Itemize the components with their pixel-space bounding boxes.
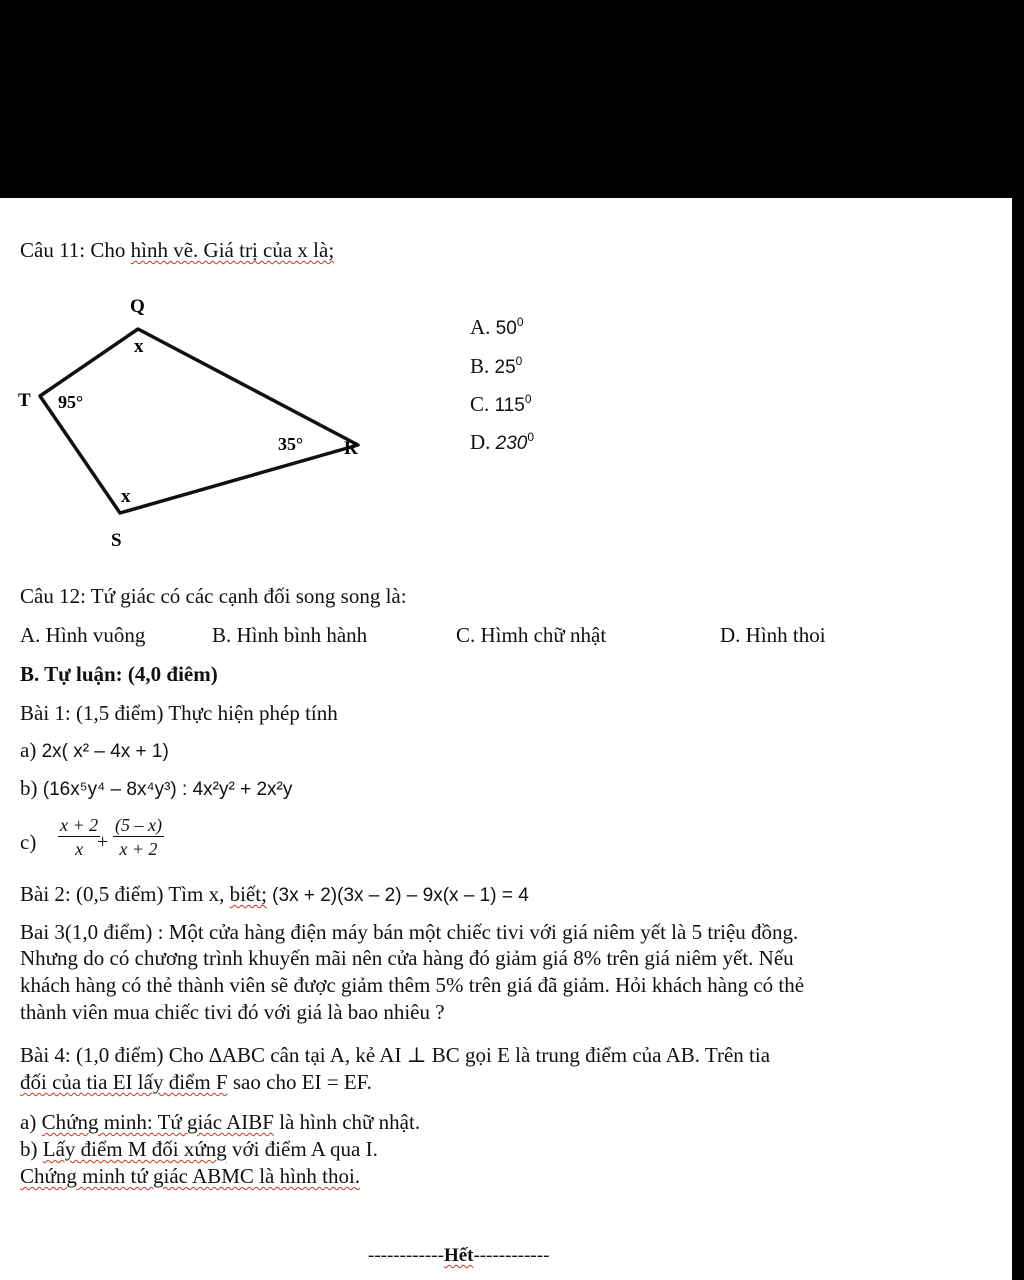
option-letter: A. bbox=[470, 315, 491, 339]
option-value: 230 bbox=[495, 433, 528, 454]
bai2 bbox=[20, 884, 529, 905]
fraction-1 bbox=[58, 814, 100, 861]
bai4-c-wavy: Chứng minh tứ giác ABMC là hình thoi. bbox=[20, 1164, 361, 1188]
vertex-r-label: R bbox=[344, 438, 358, 459]
plus-sign: + bbox=[97, 831, 109, 853]
footer-end-mark bbox=[368, 1246, 549, 1265]
degree-mark: 0 bbox=[524, 392, 532, 406]
q11-option-a[interactable] bbox=[470, 316, 524, 338]
angle-s-label: x bbox=[121, 486, 131, 507]
item-label: a) bbox=[20, 738, 37, 762]
q12-option-b[interactable]: B. Hình bình hành bbox=[212, 623, 368, 647]
bai4-b-rest: với điểm A qua I. bbox=[226, 1137, 378, 1161]
q12-option-d[interactable]: D. Hình thoi bbox=[720, 623, 826, 647]
bai4-c bbox=[20, 1166, 360, 1187]
angle-q-label: x bbox=[134, 336, 144, 357]
bai3-line: thành viên mua chiếc tivi đó với giá là bao nhiêu ? bbox=[20, 1000, 445, 1024]
item-label: c) bbox=[20, 830, 37, 854]
bai4-line2-wavy: đối của tia EI lấy điểm F bbox=[20, 1070, 228, 1094]
degree-mark: 0 bbox=[515, 354, 523, 368]
footer-dashes-right: ------------ bbox=[473, 1245, 550, 1266]
vertex-t-label: T bbox=[18, 390, 31, 411]
bai2-expression: (3x + 2)(3x – 2) – 9x(x – 1) = 4 bbox=[272, 885, 529, 906]
bai3-line: Nhưng do có chương trình khuyến mãi nên cửa hàng đó giảm giá 8% trên giá niêm yết. Nếu bbox=[20, 946, 794, 970]
option-letter: B. bbox=[470, 354, 490, 378]
bai2-prefix: Bài 2: (0,5 điểm) Tìm x, bbox=[20, 882, 230, 906]
bai1-b bbox=[20, 778, 292, 799]
fraction-2-numerator: (5 – x) bbox=[115, 815, 162, 835]
fraction-2-denominator: x + 2 bbox=[119, 839, 158, 859]
bai2-biet: biết; bbox=[229, 882, 267, 906]
angle-r-label: 35° bbox=[278, 434, 304, 454]
q11-option-d[interactable] bbox=[470, 431, 534, 453]
item-label: a) bbox=[20, 1110, 42, 1134]
bai4-a-rest: là hình chữ nhật. bbox=[273, 1110, 421, 1134]
bai3-line: khách hàng có thẻ thành viên sẽ được giảm thêm 5% trên giá đã giảm. Hỏi khách hàng có thẻ bbox=[20, 973, 805, 997]
q12-option-c[interactable]: C. Hìmh chữ nhật bbox=[456, 623, 607, 647]
option-letter: D. bbox=[470, 430, 491, 454]
q11-label: Câu 11: Cho bbox=[20, 238, 131, 262]
option-value: 25 bbox=[494, 357, 516, 378]
q11-question bbox=[20, 240, 334, 261]
degree-mark: 0 bbox=[516, 315, 524, 329]
fraction-2 bbox=[113, 814, 164, 861]
option-value: 115 bbox=[494, 395, 525, 416]
bai1-a bbox=[20, 740, 169, 761]
bai1-a-expression: 2x( x² – 4x + 1) bbox=[41, 741, 169, 762]
bai1-b-expression: (16x⁵y⁴ – 8x⁴y³) : 4x²y² + 2x²y bbox=[42, 779, 293, 800]
footer-dashes-left: ------------ bbox=[368, 1245, 444, 1266]
quadrilateral-figure bbox=[0, 284, 400, 564]
q12-question: Câu 12: Tứ giác có các cạnh đối song song là: bbox=[20, 584, 407, 608]
bai3-line: Bai 3(1,0 điểm) : Một cửa hàng điện máy bán một chiếc tivi với giá niêm yết là 5 triệu đồng. bbox=[20, 920, 799, 944]
bai4-a-wavy: Chứng minh: Tứ giác AIBF bbox=[41, 1110, 274, 1134]
section-b-heading: B. Tự luận: (4,0 điêm) bbox=[20, 662, 218, 686]
degree-mark: 0 bbox=[527, 430, 535, 444]
quadrilateral-shape bbox=[40, 329, 358, 513]
q11-option-c[interactable] bbox=[470, 393, 532, 415]
bai4-a bbox=[20, 1112, 420, 1133]
vertex-s-label: S bbox=[111, 530, 122, 551]
option-value: 50 bbox=[495, 318, 517, 339]
q12-option-a[interactable]: A. Hình vuông bbox=[20, 623, 146, 647]
q11-question-text: hình vẽ. Giá trị của x là; bbox=[130, 238, 335, 262]
fraction-1-denominator: x bbox=[75, 839, 84, 859]
item-label: b) bbox=[20, 1137, 43, 1161]
vertex-q-label: Q bbox=[130, 296, 145, 317]
angle-t-label: 95° bbox=[58, 392, 84, 412]
q11-option-b[interactable] bbox=[470, 355, 522, 377]
bai4-b bbox=[20, 1139, 378, 1160]
bai4-b-wavy: Lấy điểm M đối xứng bbox=[42, 1137, 227, 1161]
option-letter: C. bbox=[470, 392, 490, 416]
fraction-1-numerator: x + 2 bbox=[60, 815, 99, 835]
bai1-title: Bài 1: (1,5 điểm) Thực hiện phép tính bbox=[20, 701, 338, 725]
item-label: b) bbox=[20, 776, 38, 800]
worksheet-page bbox=[0, 198, 1012, 1280]
footer-het: Hết bbox=[443, 1245, 474, 1266]
bai4-line2 bbox=[20, 1072, 372, 1093]
bai4-line2-rest: sao cho EI = EF. bbox=[227, 1070, 372, 1094]
bai4-line1: Bài 4: (1,0 điểm) Cho ∆ABC cân tại A, kẻ AI ⊥ BC gọi E là trung điểm của AB. Trên tia bbox=[20, 1043, 771, 1067]
